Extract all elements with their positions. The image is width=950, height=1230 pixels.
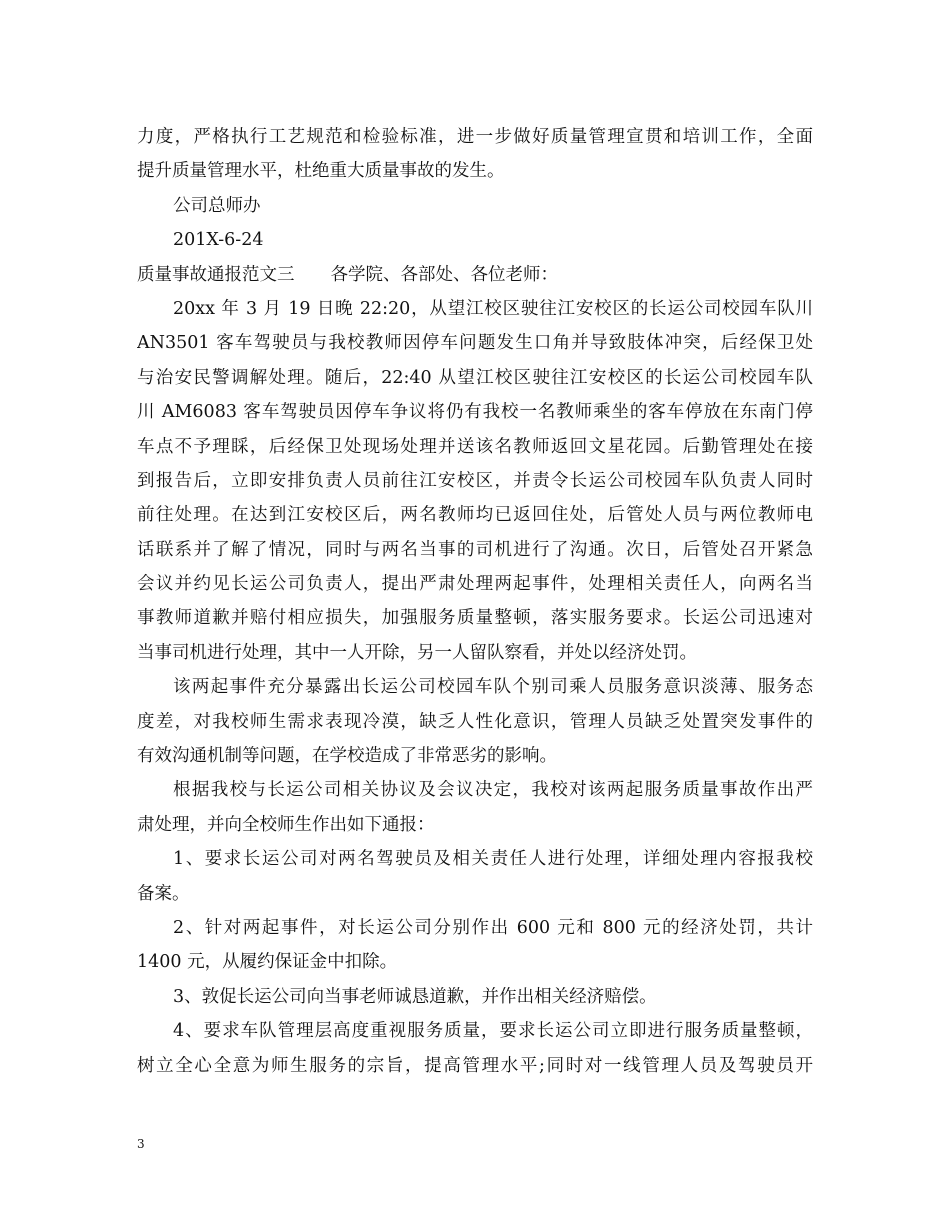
text-line: 会议并约见长运公司负责人，提出严肃处理两起事件，处理相关责任人，向两名当: [137, 574, 813, 595]
signature-date: 201X-6-24: [173, 230, 264, 251]
list-item-1-cont: 备案。: [137, 883, 190, 904]
text-line: 度差，对我校师生需求表现冷漠，缺乏人性化意识，管理人员缺乏处置突发事件的: [137, 711, 813, 732]
signature-office: 公司总师办: [173, 195, 261, 216]
text-line: 话联系并了解了情况，同时与两名当事的司机进行了沟通。次日，后管处召开紧急: [137, 539, 813, 560]
text-line: 20xx 年 3 月 19 日晚 22:20，从望江校区驶往江安校区的长运公司校园车队川: [173, 298, 813, 319]
text-line: 提升质量管理水平，杜绝重大质量事故的发生。: [137, 161, 505, 182]
document-body: [137, 120, 813, 1083]
text-line: AN3501 客车驾驶员与我校教师因停车问题发生口角并导致肢体冲突，后经保卫处: [137, 333, 813, 354]
text-line: 前往处理。在达到江安校区后，两名教师均已返回住处，后管处人员与两位教师电: [137, 505, 813, 526]
text-line: 肃处理，并向全校师生作出如下通报：: [137, 814, 435, 835]
section-title: 质量事故通报范文三: [137, 264, 295, 285]
list-item-4-cont: 树立全心全意为师生服务的宗旨，提高管理水平;同时对一线管理人员及驾驶员开: [137, 1055, 813, 1076]
section-title-line: [137, 258, 813, 292]
page-number: 3: [137, 1137, 145, 1151]
salutation: 各学院、各部处、各位老师：: [330, 264, 558, 285]
list-item-1: 1、要求长运公司对两名驾驶员及相关责任人进行处理，详细处理内容报我校: [173, 849, 813, 870]
list-item-2-cont: 1400 元，从履约保证金中扣除。: [137, 952, 398, 973]
list-item-2: 2、针对两起事件，对长运公司分别作出 600 元和 800 元的经济处罚，共计: [173, 917, 813, 938]
text-line: 到报告后，立即安排负责人员前往江安校区，并责令长运公司校园车队负责人同时: [137, 470, 813, 491]
text-line: 与治安民警调解处理。随后，22:40 从望江校区驶往江安校区的长运公司校园车队: [137, 367, 813, 388]
list-item-4: 4、要求车队管理层高度重视服务质量，要求长运公司立即进行服务质量整顿，: [173, 1021, 813, 1042]
text-line: 车点不予理睬，后经保卫处现场处理并送该名教师返回文星花园。后勤管理处在接: [137, 436, 813, 457]
text-line: 力度，严格执行工艺规范和检验标准，进一步做好质量管理宣贯和培训工作，全面: [137, 127, 813, 147]
text-line: 川 AM6083 客车驾驶员因停车争议将仍有我校一名教师乘坐的客车停放在东南门停: [137, 402, 813, 423]
text-line: 该两起事件充分暴露出长运公司校园车队个别司乘人员服务意识淡薄、服务态: [173, 677, 813, 698]
text-line: 事教师道歉并赔付相应损失，加强服务质量整顿，落实服务要求。长运公司迅速对: [137, 608, 813, 629]
list-item-3: 3、敦促长运公司向当事老师诚恳道歉，并作出相关经济赔偿。: [173, 986, 657, 1007]
text-line: 当事司机进行处理，其中一人开除，另一人留队察看，并处以经济处罚。: [137, 642, 697, 663]
text-line: 根据我校与长运公司相关协议及会议决定，我校对该两起服务质量事故作出严: [173, 780, 813, 801]
text-line: 有效沟通机制等问题，在学校造成了非常恶劣的影响。: [137, 746, 557, 767]
